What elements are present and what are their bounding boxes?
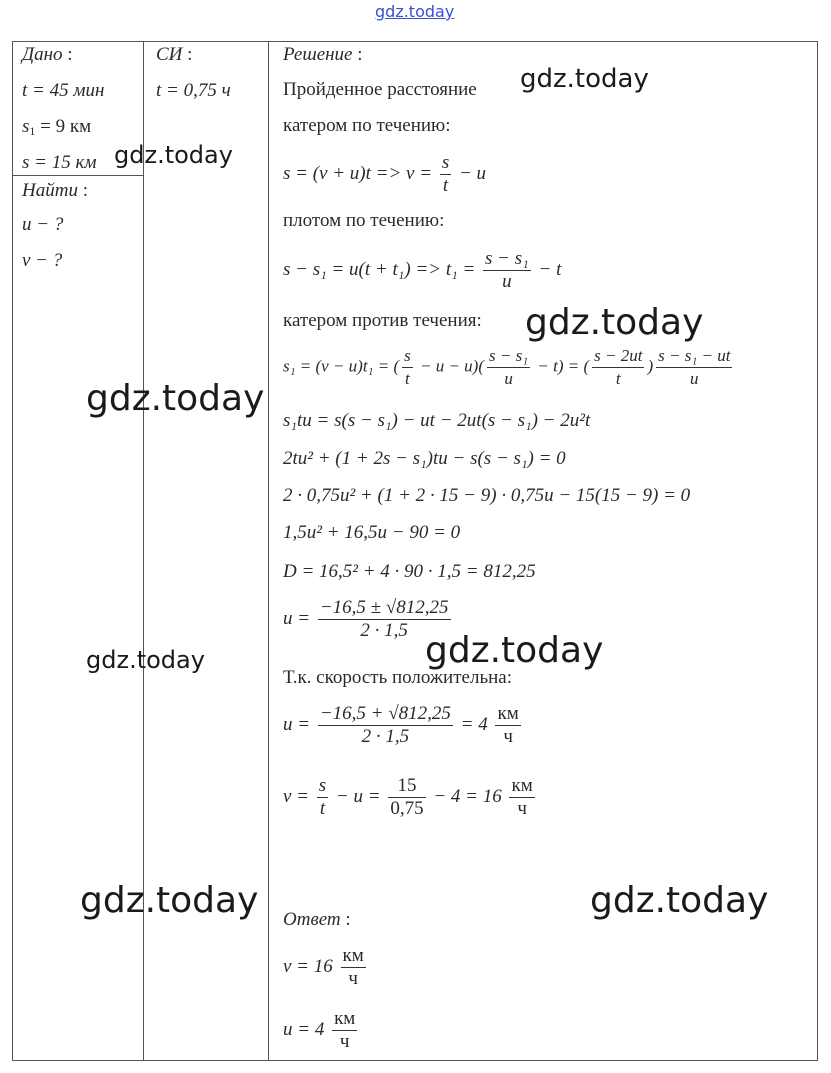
- equation-8: D = 16,5² + 4 · 90 · 1,5 = 812,25: [283, 561, 536, 582]
- equation-3: s₁ = (v − u)t₁ = ( $\frac{s}{t}$ − u − u)( $\frac{\text{s − s₁}}{u}$ − t) = ( $\frac{s - 2ut}{t}$ ) $\frac{\text{s − s₁ − ut}}{u}$: [283, 346, 731, 388]
- table-right-border: [817, 41, 818, 1061]
- table-left-border: [12, 41, 13, 1061]
- si-heading: СИ :: [156, 44, 193, 65]
- solution-text-3: плотом по течению:: [283, 210, 445, 231]
- given-s: s = 15 км: [22, 152, 97, 173]
- equation-2: s − s₁ = u(t + t₁) => t₁ = $\frac{\text{s − s₁}}{u}$ − t: [283, 248, 562, 292]
- solution-text-1: Пройденное расстояние: [283, 79, 477, 100]
- column-divider-2: [268, 41, 269, 1061]
- header-watermark-link[interactable]: gdz.today: [375, 2, 455, 21]
- watermark: gdz.today: [425, 630, 604, 671]
- find-v: v − ?: [22, 250, 63, 271]
- si-t: t = 0,75 ч: [156, 80, 231, 101]
- equation-1: s = (v + u)t => v = $\frac{s}{t}$ − u: [283, 152, 487, 196]
- solution-heading: Решение :: [283, 44, 363, 65]
- watermark: gdz.today: [80, 880, 259, 921]
- table-top-border: [12, 41, 818, 42]
- watermark: gdz.today: [114, 141, 233, 169]
- table-bottom-border: [12, 1060, 818, 1061]
- equation-5: 2tu² + (1 + 2s − s₁)tu − s(s − s₁) = 0: [283, 448, 566, 469]
- answer-u: u = 4 $\frac{км}{ч}$: [283, 1008, 356, 1052]
- watermark: gdz.today: [86, 378, 265, 419]
- given-find-divider: [12, 175, 144, 176]
- find-u: u − ?: [22, 214, 64, 235]
- equation-6: 2 · 0,75u² + (1 + 2 · 15 − 9) · 0,75u − 15(15 − 9) = 0: [283, 485, 691, 506]
- equation-7: 1,5u² + 16,5u − 90 = 0: [283, 522, 461, 543]
- equation-10: u = $\frac{-16,5 + √812,25}{2 \cdot 1,5}$ = 4 $\frac{км}{ч}$: [283, 703, 519, 747]
- watermark: gdz.today: [520, 64, 649, 94]
- given-t: t = 45 мин: [22, 80, 105, 101]
- solution-text-2: катером по течению:: [283, 115, 451, 136]
- equation-4: s₁tu = s(s − s₁) − ut − 2ut(s − s₁) − 2u²t: [283, 410, 591, 431]
- answer-v: v = 16 $\frac{км}{ч}$: [283, 945, 364, 989]
- equation-11: v = $\frac{s}{t}$ − u = $\frac{15}{0,75}$ − 4 = 16 $\frac{км}{ч}$: [283, 775, 533, 819]
- equation-9: u = $\frac{-16,5 \pm √812,25}{2 \cdot 1,5}$: [283, 597, 449, 641]
- given-heading: Дано :: [22, 44, 73, 65]
- solution-text-5: Т.к. скорость положительна:: [283, 667, 512, 688]
- answer-heading: Ответ :: [283, 909, 351, 930]
- find-heading: Найти :: [22, 180, 88, 201]
- watermark: gdz.today: [525, 302, 704, 343]
- watermark: gdz.today: [86, 646, 205, 674]
- watermark: gdz.today: [590, 880, 769, 921]
- solution-text-4: катером против течения:: [283, 310, 482, 331]
- given-s1: $s_1 = 9$ км: [22, 116, 92, 138]
